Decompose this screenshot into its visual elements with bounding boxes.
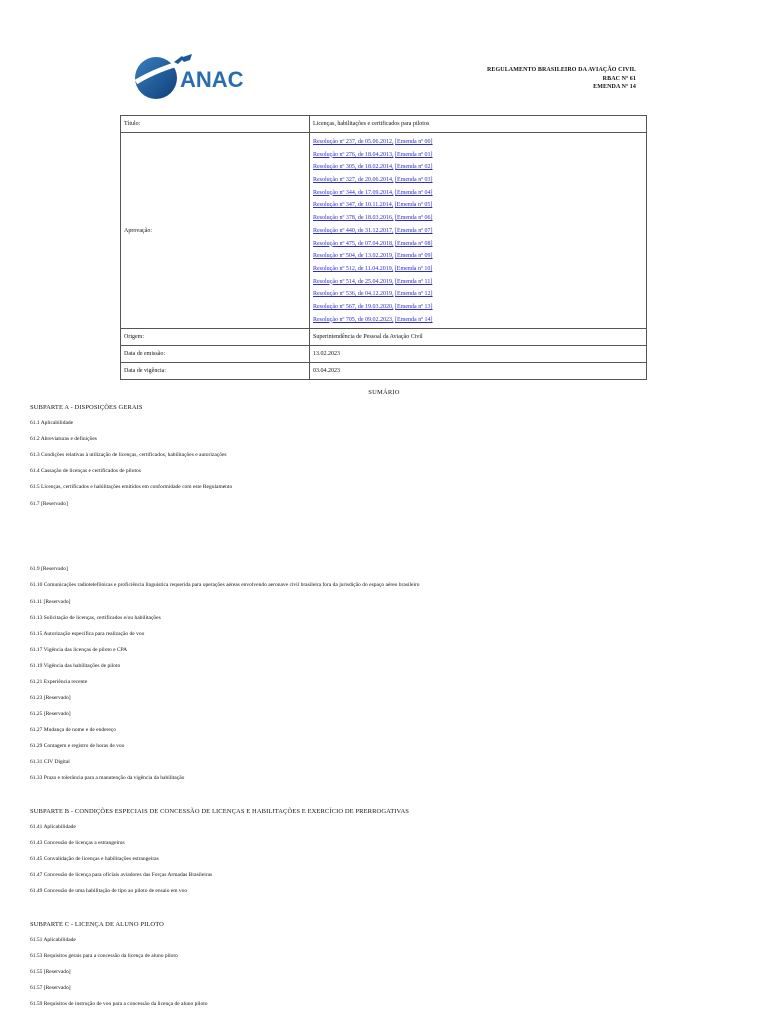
toc-entry: 61.51 Aplicabilidade — [30, 937, 76, 943]
toc-entry: 61.29 Contagem e registro de horas de voo — [30, 743, 125, 749]
resolution-link[interactable]: Resolução nº 504, de 13.02.2019, — [313, 253, 394, 260]
emenda-link[interactable]: [Emenda nº 10] — [394, 265, 433, 272]
resolution-list — [310, 133, 647, 329]
emenda-link[interactable]: [Emenda nº 00] — [395, 139, 433, 145]
resolution-item — [313, 288, 643, 301]
origem-label: Origem: — [121, 329, 310, 346]
emenda-link[interactable]: [Emenda nº 13] — [395, 303, 433, 310]
origem-value: Superintendência de Pessoal da Aviação Civil — [310, 329, 647, 346]
toc-entry: 61.33 Prazo e tolerância para a manutenção da vigência da habilitação — [30, 775, 185, 781]
row-origem — [121, 329, 647, 346]
resolution-item — [313, 225, 643, 238]
emenda-link[interactable]: [Emenda nº 14] — [395, 316, 433, 323]
resolution-item — [313, 187, 643, 200]
resolution-item — [313, 174, 643, 187]
row-emissao — [121, 346, 647, 363]
emenda-link[interactable]: [Emenda nº 04] — [395, 189, 433, 196]
vigencia-value: 03.04.2023 — [310, 363, 647, 380]
resolution-link[interactable]: Resolução nº 276, de 18.04.2013, — [313, 151, 394, 158]
toc-entry: 61.59 Requisitos de instrução de voo para a concessão da licença de aluno piloto — [30, 1001, 208, 1007]
emenda-link[interactable]: [Emenda nº 01] — [395, 151, 433, 158]
anac-logo — [134, 52, 274, 102]
emissao-label: Data de emissão: — [121, 346, 310, 363]
resolution-link[interactable]: Resolução nº 305, de 18.02.2014, — [313, 164, 394, 171]
resolution-link[interactable]: Resolução nº 347, de 10.11.2014, — [313, 202, 394, 209]
header-line-2: RBAC Nº 61 — [602, 75, 636, 82]
header-line-3: EMENDA Nº 14 — [593, 84, 636, 90]
toc-entry: 61.23 [Reservado] — [30, 695, 71, 701]
toc-entry: 61.53 Requisitos gerais para a concessão da licença de aluno piloto — [30, 953, 178, 959]
aprovacao-label: Aprovação: — [121, 133, 310, 329]
toc-entry: 61.3 Condições relativas à utilização de licenças, certificados, habilitações e autorizações — [30, 452, 227, 458]
toc-entry: 61.1 Aplicabilidade — [30, 420, 74, 426]
resolution-link[interactable]: Resolução nº 514, de 25.04.2019, — [313, 278, 394, 285]
resolution-item — [313, 314, 643, 327]
emenda-link[interactable]: [Emenda nº 11] — [395, 278, 433, 285]
resolution-link[interactable]: Resolução nº 344, de 17.09.2014, — [313, 189, 394, 196]
resolution-link[interactable]: Resolução nº 237, de 05.06.2012, — [313, 139, 394, 145]
titulo-value: Licenças, habilitações e certificados para pilotos — [310, 116, 647, 133]
toc-entry: 61.7 [Reservado] — [30, 501, 68, 507]
resolution-link[interactable]: Resolução nº 440, de 31.12.2017, — [313, 227, 394, 234]
resolution-item — [313, 212, 643, 225]
toc-entry: 61.47 Concessão de licença para oficiais aviadores das Forças Armadas Brasileiras — [30, 872, 213, 878]
vigencia-label: Data de vigência: — [121, 363, 310, 380]
toc-entry: 61.2 Abreviaturas e definições — [30, 436, 97, 442]
emenda-link[interactable]: [Emenda nº 02] — [395, 164, 433, 171]
toc-entry: 61.31 CIV Digital — [30, 759, 70, 765]
toc-entry: 61.43 Concessão de licenças a estrangeiros — [30, 840, 125, 846]
sumario-title: SUMÁRIO — [368, 389, 400, 396]
toc-subpart-heading: SUBPARTE C - LICENÇA DE ALUNO PILOTO — [30, 921, 164, 928]
emenda-link[interactable]: [Emenda nº 09] — [395, 253, 433, 260]
toc-entry: 61.45 Convalidação de licenças e habilitações estrangeiras — [30, 856, 159, 862]
toc-entry: 61.49 Concessão de uma habilitação de tipo ao piloto de ensaio em voo — [30, 888, 188, 894]
resolution-item — [313, 136, 643, 149]
toc-entry: 61.27 Mudança de nome e de endereço — [30, 727, 116, 733]
resolution-item — [313, 238, 643, 251]
toc-entry: 61.13 Solicitação de licenças, certificados e/ou habilitações — [30, 615, 161, 621]
toc-entry: 61.21 Experiência recente — [30, 679, 88, 685]
toc-subpart-heading: SUBPARTE A - DISPOSIÇÕES GERAIS — [30, 404, 143, 411]
row-vigencia — [121, 363, 647, 380]
emissao-value: 13.02.2023 — [310, 346, 647, 363]
toc-entry: 61.17 Vigência das licenças de piloto e CPA — [30, 647, 128, 653]
toc-entry: 61.4 Cassação de licenças e certificados de pilotos — [30, 468, 141, 474]
resolution-link[interactable]: Resolução nº 567, de 19.03.2020, — [313, 303, 394, 310]
emenda-link[interactable]: [Emenda nº 05] — [394, 202, 433, 209]
resolution-item — [313, 276, 643, 289]
toc-entry: 61.25 [Reservado] — [30, 711, 71, 717]
resolution-item — [313, 149, 643, 162]
toc-entry: 61.15 Autorização específica para realização de voo — [30, 631, 145, 637]
titulo-label: Título: — [121, 116, 310, 133]
toc-subpart-heading: SUBPARTE B - CONDIÇÕES ESPECIAIS DE CONCESSÃO DE LICENÇAS E HABILITAÇÕES E EXERCÍCIO DE PRERROGATIVAS — [30, 808, 409, 815]
emenda-link[interactable]: [Emenda nº 06] — [395, 215, 433, 222]
header-line-1: REGULAMENTO BRASILEIRO DA AVIAÇÃO CIVIL — [486, 67, 636, 73]
logo-text: ANAC — [180, 67, 244, 92]
resolution-link[interactable]: Resolução nº 378, de 18.03.2016, — [313, 215, 394, 222]
resolution-link[interactable]: Resolução nº 705, de 09.02.2023, — [313, 316, 394, 323]
resolution-link[interactable]: Resolução nº 536, de 04.12.2019, — [313, 291, 394, 298]
resolution-link[interactable]: Resolução nº 475, de 07.04.2018, — [313, 240, 394, 247]
emenda-link[interactable]: [Emenda nº 07] — [395, 227, 433, 234]
toc-entry: 61.5 Licenças, certificados e habilitações emitidos em conformidade com este Regulamento — [30, 484, 233, 490]
toc-entry: 61.9 [Reservado] — [30, 566, 68, 572]
document-header — [487, 66, 636, 92]
emenda-link[interactable]: [Emenda nº 03] — [395, 177, 433, 184]
emenda-link[interactable]: [Emenda nº 12] — [395, 291, 433, 298]
toc-entry: 61.55 [Reservado] — [30, 969, 71, 975]
emenda-link[interactable]: [Emenda nº 08] — [395, 240, 433, 247]
toc-entry: 61.57 [Reservado] — [30, 985, 71, 991]
resolution-item — [313, 263, 643, 276]
resolution-link[interactable]: Resolução nº 327, de 20.06.2014, — [313, 177, 394, 184]
info-table — [120, 115, 647, 380]
row-aprovacao — [121, 133, 647, 329]
toc-entry: 61.41 Aplicabilidade — [30, 824, 76, 830]
resolution-item — [313, 301, 643, 314]
row-titulo — [121, 116, 647, 133]
toc-entry: 61.19 Vigência das habilitações de piloto — [30, 663, 121, 669]
resolution-link[interactable]: Resolução nº 512, de 11.04.2019, — [313, 265, 394, 272]
toc-entry: 61.10 Comunicações radiotelefônicas e proficiência linguística requerida para operações aéreas envolvendo aeronave civil brasileira fora da jurisdição do espaço aéreo brasileiro — [30, 582, 420, 588]
resolution-item — [313, 161, 643, 174]
resolution-item — [313, 250, 643, 263]
resolution-item — [313, 199, 643, 212]
toc-entry: 61.11 [Reservado] — [30, 599, 71, 605]
